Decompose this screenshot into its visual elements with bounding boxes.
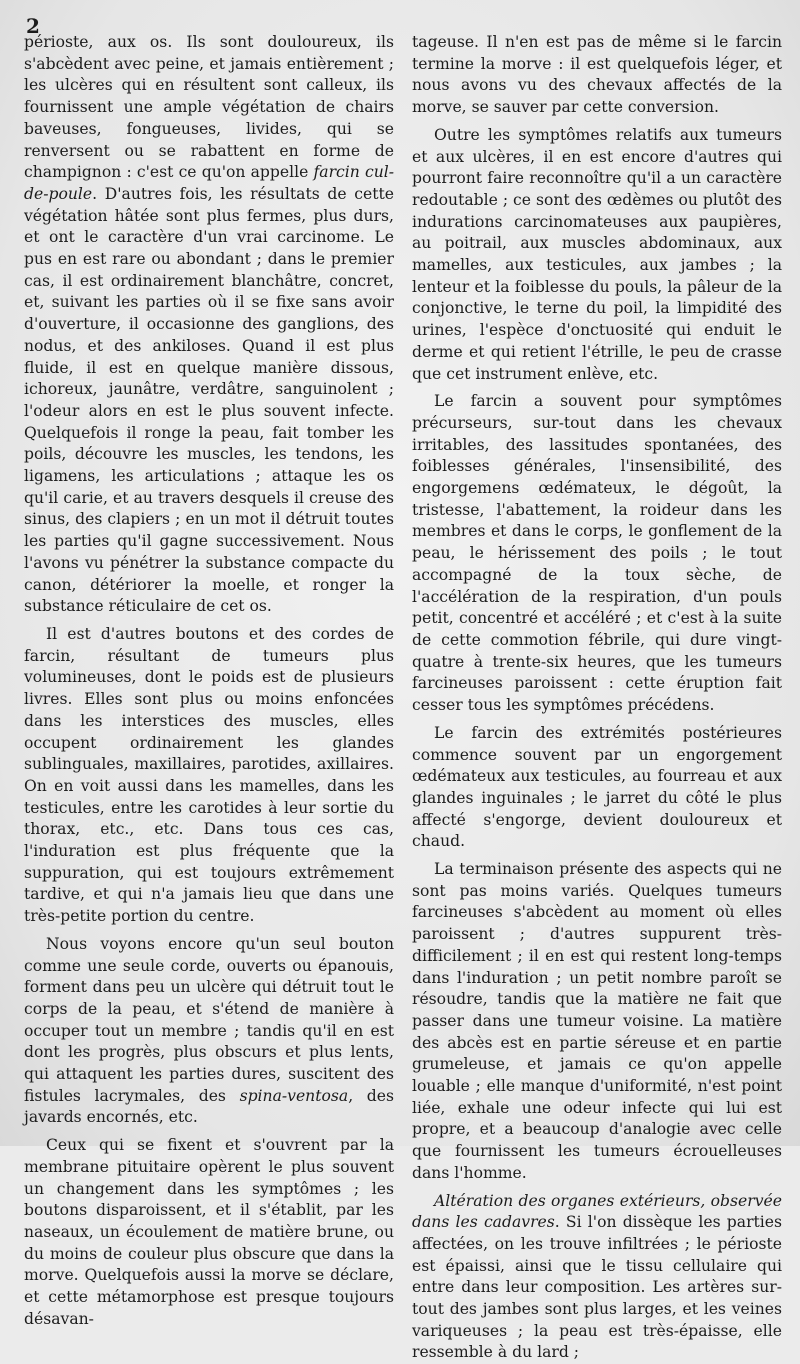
paragraph bbox=[24, 32, 394, 618]
italic-term: farcin cul-de-poule bbox=[24, 163, 394, 203]
paragraph bbox=[24, 934, 394, 1129]
paragraph: Le farcin des extrémités postérieures commence souvent par un engorgement œdémateux aux testicules, au fourreau et aux glandes inguinales ; le jarret du côté le plus affecté s'engorge, devient douloureux et chaud. bbox=[412, 723, 782, 851]
right-column bbox=[412, 32, 782, 1364]
text-run: , des javards encornés, etc. bbox=[24, 1086, 394, 1127]
italic-term: spina-ventosa bbox=[239, 1086, 349, 1105]
paragraph: Le farcin a souvent pour symptômes précurseurs, sur-tout dans les chevaux irritables, des lassitudes spontanées, des foiblesses générales, l'insensibilité, des engorgemens œdémateux, le dégoût, la tristesse, l'abattement, la roideur dans les membres et dans le corps, le gonflement de la peau, le hérissement des poils ; le tout accompagné de la toux sèche, de l'accélération de la respiration, d'un pouls petit, concentré et accéléré ; et c'est à la suite de cette commotion fébrile, qui dure vingt-quatre à trente-six heures, que les tumeurs farcineuses paroissent : cette éruption fait cesser tous les symptômes précédens. bbox=[412, 392, 782, 715]
text-run: . Si l'on dissèque les parties affectées, on les trouve infiltrées ; le périoste est épaissi, ainsi que le tissu cellulaire qui entre dans leur composition. Les artères sur-tout des jambes sont plus larges, et les veines variqueuses ; la peau est très-épaisse, elle ressemble à du lard ; bbox=[412, 1213, 783, 1362]
paragraph: Il est d'autres boutons et des cordes de farcin, résultant de tumeurs plus volumineuses, dont le poids est de plusieurs livres. Elles sont plus ou moins enfoncées dans les interstices des muscles, elles occupent ordinairement les glandes sublinguales, maxillaires, parotides, axillaires. On en voit aussi dans les mamelles, dans les testicules, entre les carotides à leur sortie du thorax, etc., etc. Dans tous ces cas, l'induration est plus fréquente que la suppuration, qui est toujours extrêmement tardive, et qui n'a jamais lieu que dans une très-petite portion du centre. bbox=[24, 624, 394, 926]
text-run: périoste, aux os. Ils sont douloureux, ils s'abcèdent avec peine, et jamais entièrement ; les ulcères qui en résultent sont calleux, ils fournissent une ample végétation de chairs baveuses, fongueuses, livides, qui se renversent ou se rabattent en forme de champignon : c'est ce qu'on appelle bbox=[24, 33, 394, 182]
text-run: Nous voyons encore qu'un seul bouton comme une seule corde, ouverts ou épanouis, forment dans peu un ulcère qui détruit tout le corps de la peau, et s'étend de manière à occuper tout un membre ; tandis qu'il en est dont les progrès, plus obscurs et plus lents, qui attaquent les parties dures, suscitent des fistules lacrymales, des bbox=[24, 934, 394, 1105]
left-column bbox=[24, 32, 394, 1330]
paragraph: La terminaison présente des aspects qui ne sont pas moins variés. Quelques tumeurs farcineuses s'abcèdent au moment où elles paroissent ; d'autres suppurent très-difficilement ; il en est qui restent long-temps dans l'induration ; un petit nombre paroît se résoudre, tandis que la matière ne fait que passer dans une tumeur voisine. La matière des abcès est en partie séreuse et en partie grumeleuse, et jamais ce qu'on appelle louable ; elle manque d'uniformité, n'est point liée, exhale une odeur infecte qui lui est propre, et a beaucoup d'analogie avec celle que fournissent les tumeurs écrouelleuses dans l'homme. bbox=[412, 860, 782, 1182]
paragraph bbox=[412, 1191, 782, 1364]
italic-heading: Altération des organes extérieurs, observée dans les cadavres bbox=[412, 1191, 782, 1232]
text-run: . D'autres fois, les résultats de cette végétation hâtée sont plus fermes, plus durs, et ont le caractère d'un vrai carcinome. Le pus en est rare ou abondant ; dans le premier cas, il est ordinairement blanchâtre, concret, et, suivant les parties où il se fixe sans avoir d'ouverture, il occasionne des ganglions, des nodus, et des ankiloses. Quand il est plus fluide, il est en quelque manière dissous, ichoreux, jaunâtre, verdâtre, sanguinolent ; l'odeur alors en est le plus souvent infecte. Quelquefois il ronge la peau, fait tomber les poils, découvre les muscles, les tendons, les ligamens, les articulations ; attaque les os qu'il carie, et au travers desquels il creuse des sinus, des clapiers ; en un mot il détruit toutes les parties qu'il gagne successivement. Nous l'avons vu pénétrer la substance compacte du canon, détériorer la moelle, et ronger la substance réticulaire de cet os. bbox=[24, 184, 394, 616]
paragraph: Outre les symptômes relatifs aux tumeurs et aux ulcères, il en est encore d'autres qui pourront faire reconnoître qu'il a un caractère redoutable ; ce sont des œdèmes ou plutôt des indurations carcinomateuses aux paupières, au poitrail, aux muscles abdominaux, aux mamelles, aux testicules, aux jambes ; la lenteur et la foiblesse du pouls, la pâleur de la conjonctive, le terne du poil, la limpidité des urines, l'espèce d'onctuosité qui enduit le derme et qui retient l'étrille, le peu de crasse que cet instrument enlève, etc. bbox=[412, 125, 782, 383]
page-number: 2 bbox=[26, 14, 40, 38]
paragraph: Ceux qui se fixent et s'ouvrent par la membrane pituitaire opèrent le plus souvent un changement dans les symptômes ; les boutons disparoissent, et il s'établit, par les naseaux, un écoulement de matière brune, ou du moins de couleur plus obscure que dans la morve. Quelquefois aussi la morve se déclare, et cette métamorphose est presque toujours désavan- bbox=[24, 1136, 394, 1328]
paragraph: tageuse. Il n'en est pas de même si le farcin termine la morve : il est quelquefois léger, et nous avons vu des chevaux affectés de la morve, se sauver par cette conversion. bbox=[412, 33, 782, 117]
